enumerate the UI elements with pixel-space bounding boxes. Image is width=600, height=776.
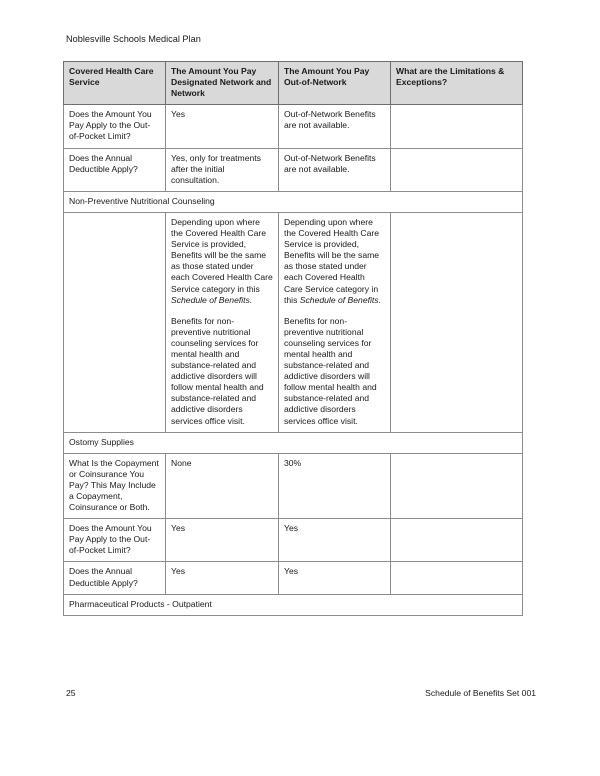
cell-covered-service [64,212,166,432]
cell-limitations [391,105,523,148]
schedule-of-benefits-reference: Schedule of Benefits. [299,294,381,305]
cell-covered-service: Does the Annual Deductible Apply? [64,148,166,191]
column-header-designated-network: The Amount You Pay Designated Network and Network [166,62,279,105]
table-row [64,562,523,594]
cell-out-of-network: 30% [279,453,391,518]
schedule-of-benefits-reference: Schedule of Benefits. [171,294,253,305]
cell-covered-service: Does the Annual Deductible Apply? [64,562,166,594]
cell-designated-network: None [166,453,279,518]
table-header-row [64,62,523,105]
cell-covered-service: What Is the Copayment or Coinsurance You Pay? This May Include a Copayment, Coinsurance or Both. [64,453,166,518]
column-header-out-of-network: The Amount You Pay Out-of-Network [279,62,391,105]
section-header-row [64,432,523,453]
section-header-non-preventive-nutritional-counseling: Non-Preventive Nutritional Counseling [64,191,523,212]
cell-limitations [391,212,523,432]
cell-designated-network: Yes [166,105,279,148]
paragraph: Benefits for non-preventive nutritional counseling services for mental health and substance-related and addictive disorders will follow mental health and substance-related and addictive disorders services office visit. [171,315,264,426]
section-header-pharmaceutical-products-outpatient: Pharmaceutical Products - Outpatient [64,594,523,615]
cell-designated-network: Yes, only for treatments after the initial consultation. [166,148,279,191]
cell-out-of-network: Yes [279,562,391,594]
footer-document-label: Schedule of Benefits Set 001 [425,688,536,698]
schedule-of-benefits-table [63,61,523,616]
page-footer [0,688,600,708]
document-header-title: Noblesville Schools Medical Plan [66,34,201,44]
cell-limitations [391,519,523,562]
table-row [64,212,523,432]
cell-out-of-network: Out-of-Network Benefits are not available. [279,148,391,191]
table-row [64,148,523,191]
page-number: 25 [66,688,76,698]
cell-designated-network [166,212,279,432]
paragraph: Benefits for non-preventive nutritional counseling services for mental health and substance-related and addictive disorders will follow mental health and substance-related and addictive disorders services office visit. [284,315,377,426]
section-header-row [64,594,523,615]
paragraph-text: Depending upon where the Covered Health Care Service is provided, Benefits will be the same as those stated under each Covered Health Care Service category in this [171,216,273,294]
cell-limitations [391,148,523,191]
paragraph-text: Depending upon where the Covered Health Care Service is provided, Benefits will be the same as those stated under each Covered Health Care Service category in this [284,216,380,305]
section-header-ostomy-supplies: Ostomy Supplies [64,432,523,453]
table-row [64,519,523,562]
cell-designated-network: Yes [166,519,279,562]
cell-limitations [391,453,523,518]
cell-limitations [391,562,523,594]
section-header-row [64,191,523,212]
column-header-limitations: What are the Limitations & Exceptions? [391,62,523,105]
table-row [64,105,523,148]
cell-designated-network: Yes [166,562,279,594]
cell-covered-service: Does the Amount You Pay Apply to the Out-of-Pocket Limit? [64,105,166,148]
cell-covered-service: Does the Amount You Pay Apply to the Out-of-Pocket Limit? [64,519,166,562]
cell-out-of-network: Yes [279,519,391,562]
cell-out-of-network [279,212,391,432]
cell-out-of-network: Out-of-Network Benefits are not available. [279,105,391,148]
paragraph [284,217,385,306]
column-header-covered-service: Covered Health Care Service [64,62,166,105]
paragraph [171,217,273,306]
table-row [64,453,523,518]
